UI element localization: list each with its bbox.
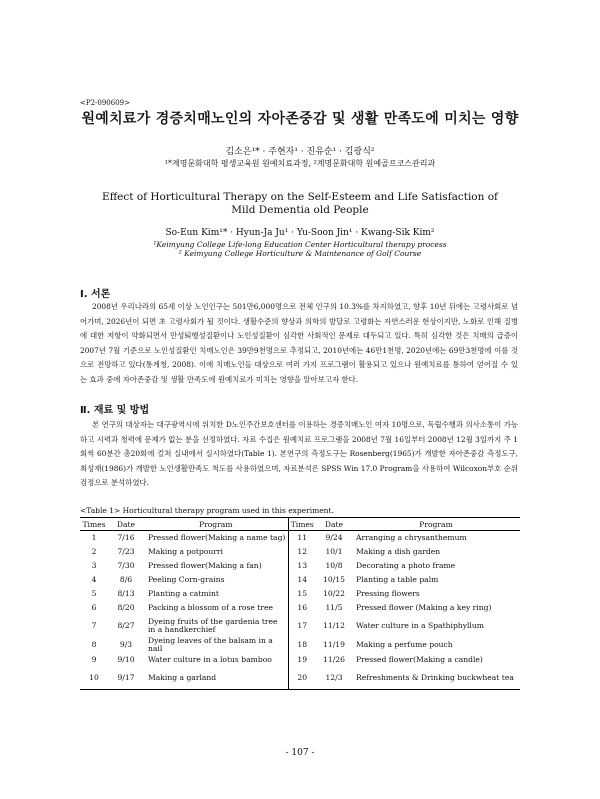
- cell-program: Water culture in a Spathiphyllum: [356, 621, 484, 630]
- cell-times: 9: [91, 655, 97, 664]
- cell-times: 3: [91, 561, 97, 570]
- cell-date: 11/19: [323, 640, 345, 649]
- cell-date: 9/24: [325, 533, 343, 542]
- table-row: [80, 531, 520, 546]
- cell-times: 6: [91, 603, 97, 612]
- korean-title: 원예치료가 경증치매노인의 자아존중감 및 생활 만족도에 미치는 영향: [81, 111, 519, 127]
- cell-program: Making a potpourri: [148, 547, 223, 556]
- cell-program: Refreshments & Drinking buckwheat tea: [352, 667, 520, 690]
- table-row: [80, 653, 520, 667]
- section-heading-methods: Ⅱ. 재료 및 방법: [80, 405, 150, 416]
- table-row: [80, 545, 520, 559]
- korean-authors: 김소은¹* · 주현자¹ · 진유순¹ · 김광식²: [225, 147, 375, 157]
- table-row: [80, 559, 520, 573]
- section-text-methods: 본 연구의 대상자는 대구광역시에 위치한 D노인주간보호센터를 이용하는 경증치매노인 여자 10명으로, 독립수행과 의사소통이 가능하고 시력과 청력에 문제가 없는 분을 선정하였다. 자료 수집은 원예치료 프로그램을 2008년 7월 16일부터 2008년 12월 3일까지 주 1회씩 60분간 총20회에 걸쳐 실내에서 실시하였다(Table 1). 본연구의 측정도구는 Rosenberg(1965)가 개발한 자아존중감 측정도구, 최성재(1986)가 개발한 노인생활만족도 척도를 사용하였으며, 자료분석은 SPSS Win 17.0 Program을 사용하여 Wilcoxon부호 순위 검정으로 분석하였다.: [80, 420, 518, 488]
- cell-times: 20: [288, 667, 316, 690]
- table-row: [80, 573, 520, 587]
- header-date: Date: [316, 518, 352, 531]
- cell-date: 9/10: [117, 655, 135, 664]
- cell-date: 7/16: [117, 533, 135, 542]
- cell-program: Making a dish garden: [356, 547, 441, 556]
- cell-program: Making a perfume pouch: [356, 640, 453, 649]
- section-text-introduction: 2008년 우리나라의 65세 이상 노인인구는 501만6,000명으로 전체 인구의 10.3%를 차지하였고, 향후 10년 뒤에는 고령사회로 넘어가며, 2026년이 되면 초 고령사회가 될 것이다. 생활수준의 향상과 의학의 발달로 고령화는 자연스러운 현상이지만, 노화로 인해 질병에 대한 저항이 약화되면서 만성퇴행성질환이나 노인성질환이 심각한 사회적인 문제로 대두되고 있다. 특히 심각한 것은 치매의 급증이 2007년 7월 기준으로 노인성질환인 치매노인은 39만9천명으로 추정되고, 2010년에는 46만1천명, 2020년에는 69만3천명에 이를 것으로 전망하고 있다(통계청, 2008). 이에 치매노인들 대상으로 여러 가지 프로그램이 활용되고 있으나 원예치료를 통하여 얻어질 수 있는 효과 중에 자아존중감 및 생활 만족도에 원예치료가 미치는 영향을 알아보고자 한다.: [80, 302, 518, 384]
- cell-program: Planting a table palm: [356, 575, 439, 584]
- cell-date: 9/3: [119, 640, 133, 649]
- header-program: Program: [144, 518, 288, 531]
- cell-program: Pressed flower(Making a name tag): [148, 533, 286, 542]
- cell-date: 11/5: [325, 603, 343, 612]
- cell-program: Pressing flowers: [356, 589, 420, 598]
- program-table: [80, 517, 520, 690]
- cell-program: Dyeing leaves of the balsam in a nail: [148, 636, 273, 653]
- cell-date: 8/13: [117, 589, 135, 598]
- cell-program: Pressed flower(Making a candle): [356, 655, 483, 664]
- table-caption: <Table 1> Horticultural therapy program used in this experiment.: [80, 506, 334, 515]
- cell-program: Arranging a chrysanthemum: [356, 533, 467, 542]
- cell-date: 7/23: [117, 547, 135, 556]
- table-row: [80, 667, 520, 690]
- table-row: [80, 615, 520, 637]
- table-row: [80, 587, 520, 601]
- cell-date: 10/15: [323, 575, 345, 584]
- cell-times: 13: [288, 559, 316, 573]
- page-number: - 107 -: [285, 748, 315, 758]
- header-times: Times: [80, 518, 108, 531]
- cell-program: Pressed flower (Making a key ring): [356, 603, 492, 612]
- cell-times: 11: [288, 531, 316, 546]
- english-affiliation: [0, 240, 600, 258]
- cell-program: Packing a blossom of a rose tree: [148, 603, 273, 612]
- cell-date: 8/27: [117, 621, 135, 630]
- cell-times: 19: [288, 653, 316, 667]
- cell-times: 7: [91, 621, 97, 630]
- table-row: [80, 637, 520, 653]
- cell-times: 10: [80, 667, 108, 690]
- english-authors: So-Eun Kim¹* · Hyun-Ja Ju¹ · Yu-Soon Jin¹ · Kwang-Sik Kim²: [165, 228, 435, 238]
- paper-code: <P2-090609>: [80, 99, 130, 107]
- section-heading-introduction: Ⅰ. 서론: [80, 289, 111, 300]
- cell-times: 12: [288, 545, 316, 559]
- cell-program: Planting a catmint: [148, 589, 219, 598]
- cell-date: 10/8: [325, 561, 343, 570]
- cell-times: 8: [91, 640, 97, 649]
- cell-times: 5: [91, 589, 97, 598]
- english-affiliation-2: ² Keimyung College Horticulture & Maintenance of Golf Course: [178, 249, 422, 258]
- cell-times: 15: [288, 587, 316, 601]
- table-row: [80, 601, 520, 615]
- cell-date: 10/1: [325, 547, 343, 556]
- english-affiliation-1: ¹Keimyung College Life-long Education Center Horticultural therapy process: [153, 240, 447, 249]
- cell-date: 10/22: [323, 589, 345, 598]
- cell-date: 7/30: [117, 561, 135, 570]
- table-header-row: [80, 518, 520, 531]
- cell-date: 8/6: [119, 575, 133, 584]
- cell-program: Dyeing fruits of the gardenia tree in a handkerchief: [148, 617, 278, 634]
- cell-times: 1: [91, 533, 97, 542]
- cell-program: Water culture in a lotus bamboo: [148, 655, 272, 664]
- cell-times: 17: [288, 615, 316, 637]
- cell-times: 2: [91, 547, 97, 556]
- cell-times: 14: [288, 573, 316, 587]
- cell-times: 4: [91, 575, 97, 584]
- cell-date: 12/3: [316, 667, 352, 690]
- cell-program: Peeling Corn-grains: [148, 575, 225, 584]
- cell-program: Decorating a photo frame: [356, 561, 456, 570]
- cell-date: 11/26: [323, 655, 345, 664]
- header-program: Program: [352, 518, 520, 531]
- cell-program: Making a garland: [144, 667, 288, 690]
- header-times: Times: [288, 518, 316, 531]
- cell-program: Pressed flower(Making a fan): [148, 561, 262, 570]
- korean-affiliation: ¹*계명문화대학 평생교육원 원예치료과정, ²계명문화대학 원예골프코스관리과: [164, 159, 436, 168]
- cell-times: 18: [288, 637, 316, 653]
- cell-date: 9/17: [108, 667, 144, 690]
- cell-date: 11/12: [323, 621, 345, 630]
- header-date: Date: [108, 518, 144, 531]
- cell-times: 16: [288, 601, 316, 615]
- cell-date: 8/20: [117, 603, 135, 612]
- english-title: Effect of Horticultural Therapy on the Self-Esteem and Life Satisfaction of Mild Dementia old People: [102, 191, 498, 216]
